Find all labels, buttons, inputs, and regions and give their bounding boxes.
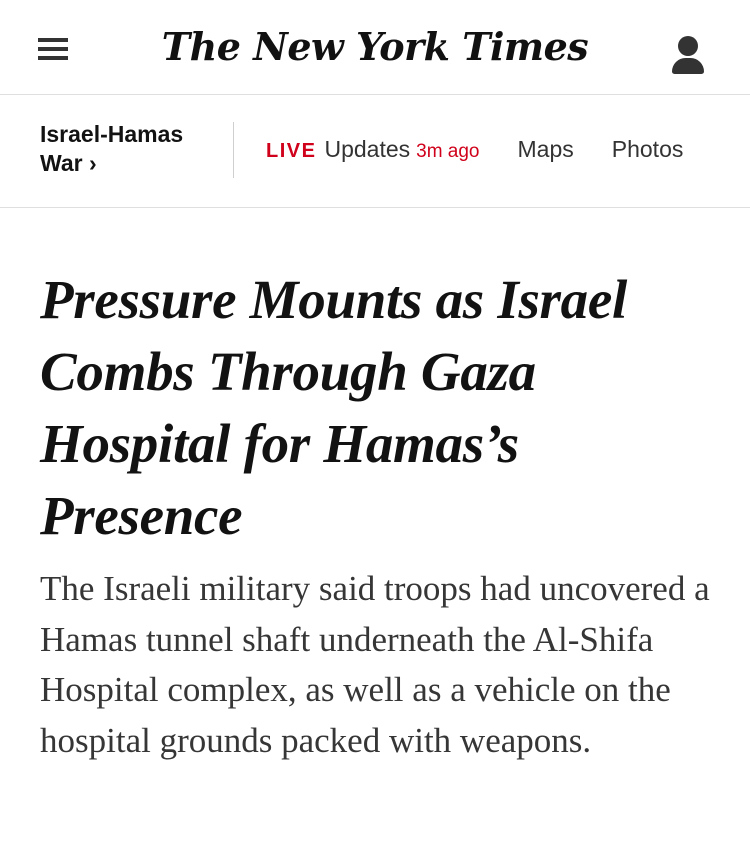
account-icon-head [678,36,698,56]
section-link-israel-hamas-war[interactable]: Israel-Hamas War › [40,121,184,176]
article-summary: The Israeli military said troops had uncovered a Hamas tunnel shaft underneath the Al-Shifa Hospital complex, as well as a vehicle on the hospital grounds packed with weapons. [40,569,710,760]
masthead [0,0,750,95]
live-badge: LIVE [266,140,317,162]
live-timestamp: 3m ago [416,141,480,162]
section-nav [0,96,750,208]
account-icon-body [672,58,704,74]
nav-item-photos[interactable]: Photos [611,136,684,162]
article-headline[interactable]: Pressure Mounts as Israel Combs Through Gaza Hospital for Hamas’s Presence [40,269,627,546]
nav-item-maps[interactable]: Maps [517,136,574,162]
nav-items [266,136,750,166]
nav-item-live-updates[interactable] [266,136,480,163]
user-account-icon[interactable] [670,36,706,76]
nav-divider [233,122,234,178]
nyt-logo[interactable]: The New York Times [161,24,589,69]
nav-item-label: Updates [324,136,411,162]
